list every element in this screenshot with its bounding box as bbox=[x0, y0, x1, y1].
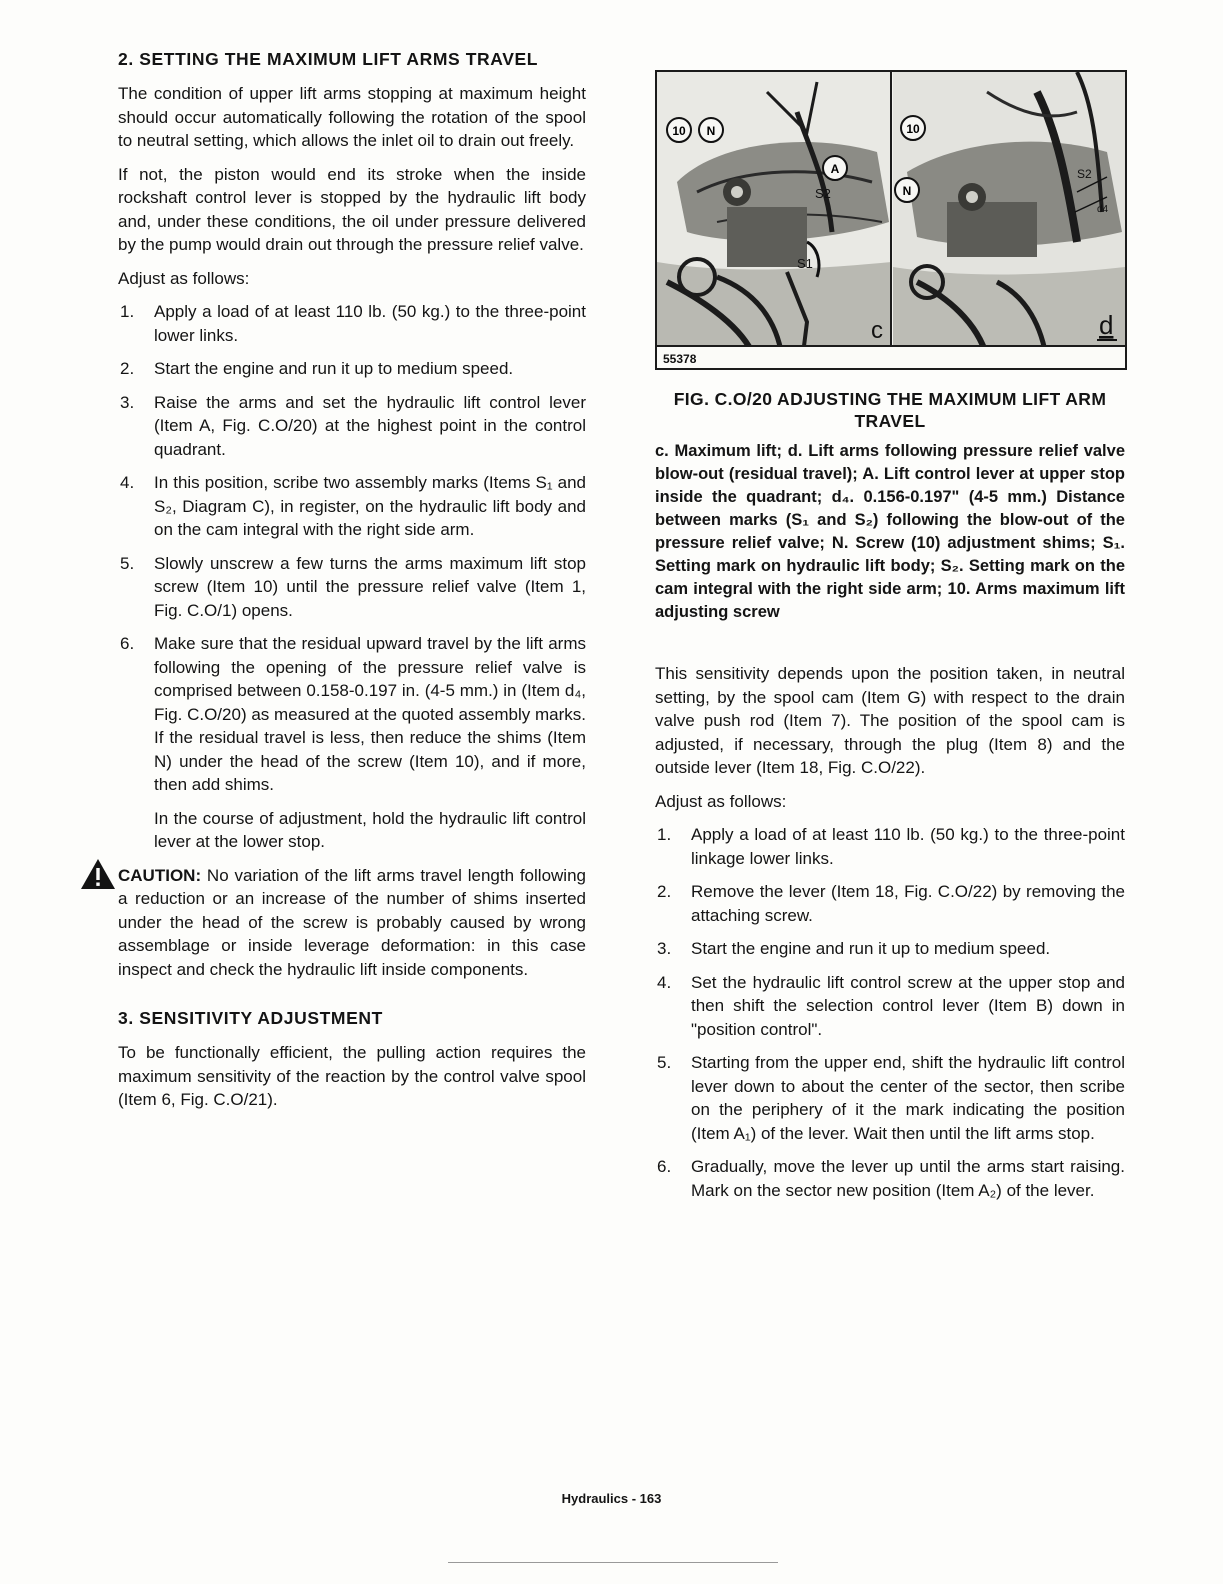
panel-label-c: c bbox=[871, 317, 883, 344]
panel-label-d: d bbox=[1099, 310, 1114, 340]
step-number: 4. bbox=[120, 473, 135, 492]
step-text: Set the hydraulic lift control screw at the upper stop and then shift the selection control lever (Item B) down in "position control". bbox=[691, 972, 1125, 1039]
section-2-paragraph: If not, the piston would end its stroke when the inside rockshaft control lever is stopped by the hydraulic lift body and, under these conditions, the oil under pressure delivered by the pump would drain out through the pressure relief valve. bbox=[118, 164, 586, 254]
step-text: Apply a load of at least 110 lb. (50 kg.) to the three-point lower links. bbox=[154, 302, 586, 345]
right-column bbox=[655, 70, 1125, 1212]
svg-text:10: 10 bbox=[906, 122, 920, 136]
step-text: Slowly unscrew a few turns the arms maximum lift stop screw (Item 10) until the pressure relief valve (Item 1, Fig. C.O/1) opens. bbox=[154, 553, 586, 620]
figure-caption-body: c. Maximum lift; d. Lift arms following pressure relief valve blow-out (residual travel); A. Lift control lever at upper stop inside the quadrant; d₄. 0.156-0.197" (4-5 mm.) Distance between marks (S₁ and S₂) following the blow-out of the pressure relief valve; N. Screw (10) adjustment shims; S₁. Setting mark on hydraulic lift body; S₂. Setting mark on the cam integral with the right side arm; 10. Arms maximum lift adjusting screw bbox=[655, 442, 1125, 621]
callout-n-left bbox=[699, 118, 723, 142]
caution-label: CAUTION: bbox=[118, 865, 202, 885]
list-item bbox=[655, 880, 1125, 927]
step-number: 2. bbox=[120, 359, 135, 378]
section-3-intro: To be functionally efficient, the pulling action requires the maximum sensitivity of the reaction by the control valve spool (Item 6, Fig. C.O/21). bbox=[118, 1043, 586, 1109]
callout-a bbox=[823, 156, 847, 180]
label-s2: S2 bbox=[815, 186, 831, 201]
svg-text:10: 10 bbox=[672, 124, 686, 138]
list-item bbox=[118, 300, 586, 347]
callout-10-left bbox=[667, 118, 691, 142]
adjustment-note: In the course of adjustment, hold the hydraulic lift control lever at the lower stop. bbox=[154, 808, 586, 851]
page-footer: Hydraulics - 163 bbox=[561, 1491, 662, 1506]
step-text: Make sure that the residual upward travel by the lift arms following the opening of the pressure relief valve is comprised between 0.158-0.197 in. (4-5 mm.) in (Item d₄, Fig. C.O/20) as measured at the quoted assembly marks. If the residual travel is less, then reduce the shims (Item N) under the head of the screw (Item 10), and if more, then add shims. bbox=[154, 634, 586, 794]
step-text: Start the engine and run it up to medium speed. bbox=[691, 939, 1051, 958]
list-item bbox=[655, 1155, 1125, 1202]
list-item bbox=[118, 357, 586, 381]
list-item bbox=[118, 471, 586, 542]
left-column bbox=[118, 48, 586, 1112]
step-number: 4. bbox=[657, 972, 672, 992]
step-text: Start the engine and run it up to medium speed. bbox=[154, 359, 514, 378]
step-number: 6. bbox=[120, 634, 135, 653]
section-3-adjust-label: Adjust as follows: bbox=[655, 791, 787, 811]
label-s2-right: S2 bbox=[1077, 167, 1092, 181]
step-number: 5. bbox=[120, 553, 135, 573]
label-s1: S1 bbox=[797, 256, 813, 271]
bottom-rule bbox=[448, 1562, 778, 1563]
label-d4: d4 bbox=[1097, 204, 1109, 215]
section-2-heading: 2. SETTING THE MAXIMUM LIFT ARMS TRAVEL bbox=[118, 49, 539, 69]
step-text: Remove the lever (Item 18, Fig. C.O/22) by removing the attaching screw. bbox=[691, 882, 1125, 925]
step-number: 1. bbox=[657, 825, 672, 844]
caution-text: No variation of the lift arms travel length following a reduction or an increase of the number of shims inserted under the head of the screw is probably caused by wrong assemblage or inside leverage deformation: in this case inspect and check the hydraulic lift inside components. bbox=[118, 865, 586, 979]
step-text: Apply a load of at least 110 lb. (50 kg.) to the three-point linkage lower links. bbox=[691, 825, 1125, 868]
list-item bbox=[655, 937, 1125, 961]
step-number: 3. bbox=[657, 939, 672, 958]
step-number: 2. bbox=[657, 882, 672, 901]
list-item bbox=[655, 1051, 1125, 1145]
callout-n-right bbox=[895, 178, 919, 202]
warning-triangle-icon bbox=[80, 858, 116, 890]
step-number: 1. bbox=[120, 302, 135, 321]
lift-mechanism-illustration bbox=[657, 72, 1125, 368]
step-text: In this position, scribe two assembly marks (Items S₁ and S₂, Diagram C), in register, on the hydraulic lift body and on the cam integral with the right side arm. bbox=[154, 473, 586, 539]
step-number: 5. bbox=[657, 1053, 672, 1072]
section-3-heading: 3. SENSITIVITY ADJUSTMENT bbox=[118, 1008, 383, 1028]
list-item bbox=[655, 971, 1125, 1042]
list-item bbox=[655, 823, 1125, 870]
section-3-continued: This sensitivity depends upon the position taken, in neutral setting, by the spool cam (Item G) with respect to the drain valve push rod (Item 7). The position of the spool cam is adjusted, if necessary, through the plug (Item 8) and the outside lever (Item 18, Fig. C.O/22). bbox=[655, 664, 1125, 777]
list-item bbox=[118, 552, 586, 623]
figure-caption-title: FIG. C.O/20 ADJUSTING THE MAXIMUM LIFT ARM TRAVEL bbox=[673, 389, 1107, 431]
section-2-intro: The condition of upper lift arms stopping at maximum height should occur automatically following the rotation of the spool to neutral setting, which allows the inlet oil to drain out freely. bbox=[118, 84, 586, 150]
step-text: Raise the arms and set the hydraulic lift control lever (Item A, Fig. C.O/20) at the highest point in the control quadrant. bbox=[154, 392, 586, 459]
adjust-label: Adjust as follows: bbox=[118, 268, 250, 288]
step-number: 6. bbox=[657, 1157, 672, 1176]
photo-number: 55378 bbox=[663, 352, 697, 366]
step-text: Starting from the upper end, shift the hydraulic lift control lever down to about the center of the sector, then scribe on the periphery of it the mark indicating the position (Item A₁) of the lever. Wait then until the lift arms stop. bbox=[691, 1053, 1125, 1143]
list-item bbox=[118, 632, 586, 797]
caution-block bbox=[118, 864, 586, 982]
step-text: Gradually, move the lever up until the arms start raising. Mark on the sector new position (Item A₂) of the lever. bbox=[691, 1157, 1125, 1200]
section-3-steps bbox=[655, 823, 1125, 1202]
svg-text:N: N bbox=[706, 124, 716, 138]
list-item bbox=[118, 391, 586, 462]
svg-text:N: N bbox=[902, 184, 912, 198]
step-number: 3. bbox=[120, 392, 135, 412]
figure-photo bbox=[655, 70, 1127, 370]
svg-text:A: A bbox=[830, 162, 840, 176]
section-2-steps bbox=[118, 300, 586, 797]
callout-10-right bbox=[901, 116, 925, 140]
